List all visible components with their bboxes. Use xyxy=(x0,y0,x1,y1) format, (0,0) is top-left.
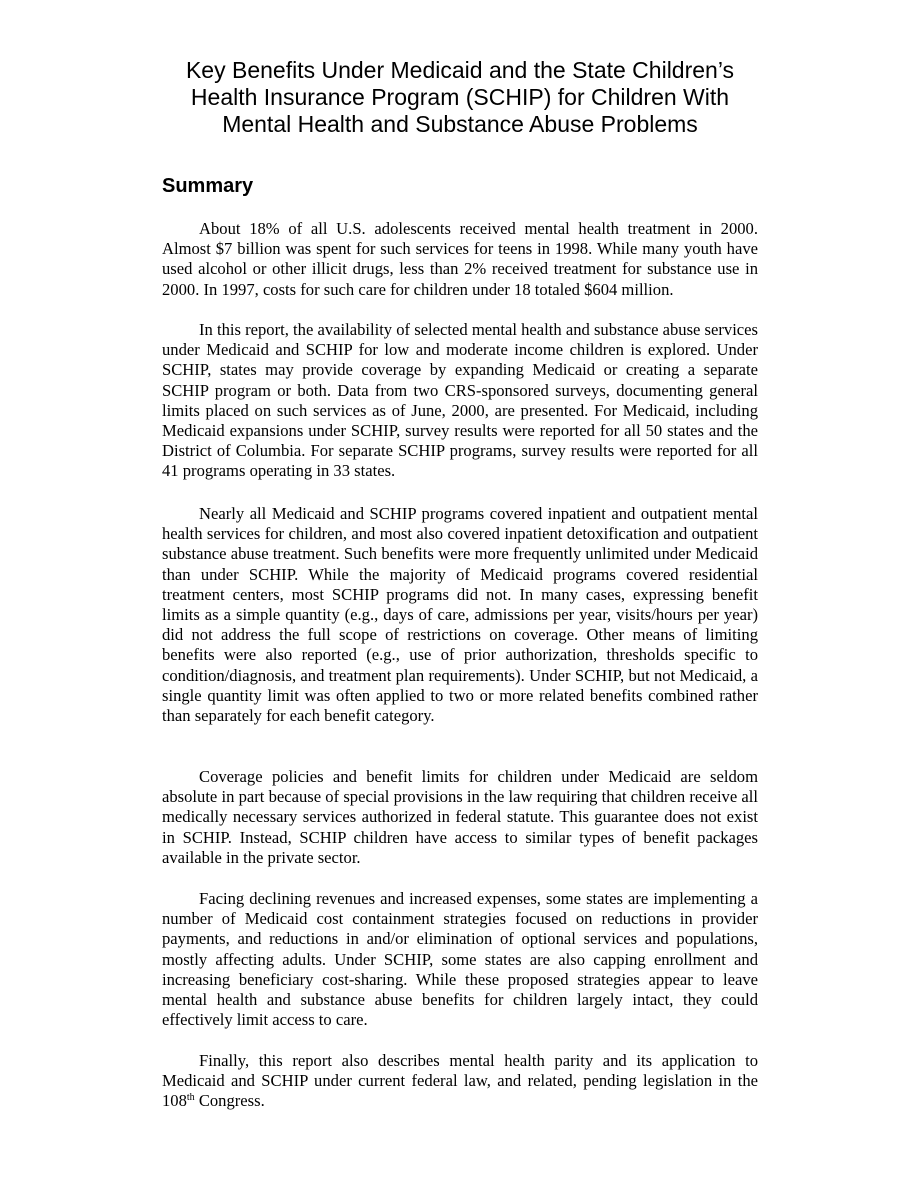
document-title xyxy=(150,57,770,138)
title-line-3: Mental Health and Substance Abuse Problems xyxy=(222,111,698,137)
summary-paragraph-1: About 18% of all U.S. adolescents received mental health treatment in 2000. Almost $7 billion was spent for such services for teens in 1998. While many youth have used alcohol or other illicit drugs, less than 2% received treatment for substance use in 2000. In 1997, costs for such care for children under 18 totaled $604 million. xyxy=(162,219,758,299)
summary-paragraph-5: Facing declining revenues and increased expenses, some states are implementing a number of Medicaid cost containment strategies focused on reductions in provider payments, and reductions in and/or elimination of optional services and populations, mostly affecting adults. Under SCHIP, some states are also capping enrollment and increasing beneficiary cost-sharing. While these proposed strategies appear to leave mental health and substance abuse benefits for children largely intact, they could effectively limit access to care. xyxy=(162,889,758,1030)
paragraph-6-tail: Congress. xyxy=(194,1091,265,1111)
paragraph-6-text: Finally, this report also describes mental health parity and its application to Medicaid and SCHIP under current federal law, and related, pending legislation in the 108 xyxy=(162,1051,758,1111)
summary-heading: Summary xyxy=(162,175,254,197)
title-line-2: Health Insurance Program (SCHIP) for Children With xyxy=(190,84,730,110)
summary-paragraph-6 xyxy=(162,1051,758,1112)
summary-paragraph-4: Coverage policies and benefit limits for children under Medicaid are seldom absolute in part because of special provisions in the law requiring that children receive all medically necessary services authorized in federal statute. This guarantee does not exist in SCHIP. Instead, SCHIP children have access to similar types of benefit packages available in the private sector. xyxy=(162,767,758,867)
summary-paragraph-2: In this report, the availability of selected mental health and substance abuse services under Medicaid and SCHIP for low and moderate income children is explored. Under SCHIP, states may provide coverage by expanding Medicaid or creating a separate SCHIP program or both. Data from two CRS-sponsored surveys, documenting general limits placed on such services as of June, 2000, are presented. For Medicaid, including Medicaid expansions under SCHIP, survey results were reported for all 50 states and the District of Columbia. For separate SCHIP programs, survey results were reported for all 41 programs operating in 33 states. xyxy=(162,320,758,481)
title-line-1: Key Benefits Under Medicaid and the State Children’s xyxy=(185,57,735,83)
summary-paragraph-3: Nearly all Medicaid and SCHIP programs covered inpatient and outpatient mental health services for children, and most also covered inpatient detoxification and outpatient substance abuse treatment. Such benefits were more frequently unlimited under Medicaid than under SCHIP. While the majority of Medicaid programs covered residential treatment centers, most SCHIP programs did not. In many cases, expressing benefit limits as a simple quantity (e.g., days of care, admissions per year, visits/hours per year) did not address the full scope of restrictions on coverage. Other means of limiting benefits were also reported (e.g., use of prior authorization, thresholds specific to condition/diagnosis, and treatment plan requirements). Under SCHIP, but not Medicaid, a single quantity limit was often applied to two or more related benefits combined rather than separately for each benefit category. xyxy=(162,504,758,726)
ordinal-superscript: th xyxy=(186,1092,195,1104)
